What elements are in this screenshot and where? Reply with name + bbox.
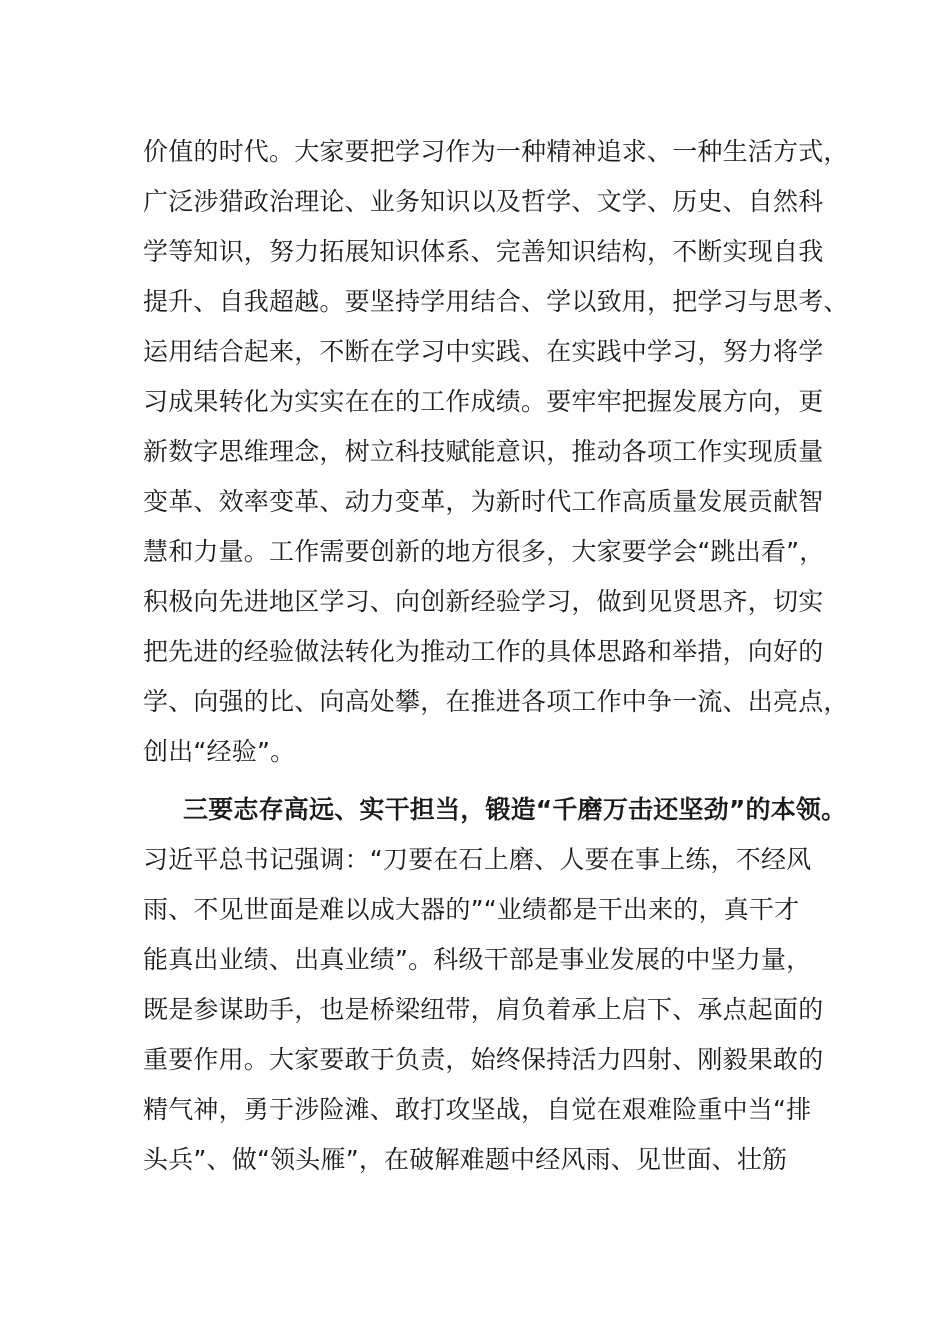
paragraph-line: 能真出业绩、出真业绩”。科级干部是事业发展的中坚力量，	[143, 945, 812, 974]
paragraph-line: 头兵”、做“领头雁”，在破解难题中经风雨、见世面、壮筋	[143, 1145, 788, 1174]
paragraph-line: 重要作用。大家要敢于负责，始终保持活力四射、刚毅果敢的	[143, 1045, 824, 1074]
paragraph-line: 价值的时代。大家要把学习作为一种精神追求、一种生活方式，	[143, 137, 849, 166]
paragraph-line: 雨、不见世面是难以成大器的”“业绩都是干出来的，真干才	[143, 895, 800, 924]
paragraph-line: 习近平总书记强调：“刀要在石上磨、人要在事上练，不经风	[143, 845, 812, 874]
paragraph-line: 精气神，勇于涉险滩、敢打攻坚战，自觉在艰难险重中当“排	[143, 1095, 812, 1124]
paragraph-line: 运用结合起来，不断在学习中实践、在实践中学习，努力将学	[143, 337, 824, 366]
paragraph-line: 创出“经验”。	[143, 737, 296, 766]
paragraph-1	[143, 127, 849, 777]
paragraph-line: 学等知识，努力拓展知识体系、完善知识结构，不断实现自我	[143, 237, 824, 266]
paragraph-line: 把先进的经验做法转化为推动工作的具体思路和举措，向好的	[143, 637, 824, 666]
paragraph-line: 既是参谋助手，也是桥梁纽带，肩负着承上启下、承点起面的	[143, 995, 824, 1024]
paragraph-line: 积极向先进地区学习、向创新经验学习，做到见贤思齐，切实	[143, 587, 824, 616]
paragraph-line: 习成果转化为实实在在的工作成绩。要牢牢把握发展方向，更	[143, 387, 824, 416]
paragraph-line: 广泛涉猎政治理论、业务知识以及哲学、文学、历史、自然科	[143, 187, 824, 216]
paragraph-line: 慧和力量。工作需要创新的地方很多，大家要学会“跳出看”，	[143, 537, 825, 566]
section-heading: 三要志存高远、实干担当，锻造“千磨万击还坚劲”的本领。	[183, 795, 847, 824]
paragraph-line: 学、向强的比、向高处攀，在推进各项工作中争一流、出亮点，	[143, 687, 849, 716]
paragraph-line: 提升、自我超越。要坚持学用结合、学以致用，把学习与思考、	[143, 287, 849, 316]
paragraph-2	[143, 785, 847, 1185]
paragraph-line: 变革、效率变革、动力变革，为新时代工作高质量发展贡献智	[143, 487, 824, 516]
paragraph-line: 新数字思维理念，树立科技赋能意识，推动各项工作实现质量	[143, 437, 824, 466]
